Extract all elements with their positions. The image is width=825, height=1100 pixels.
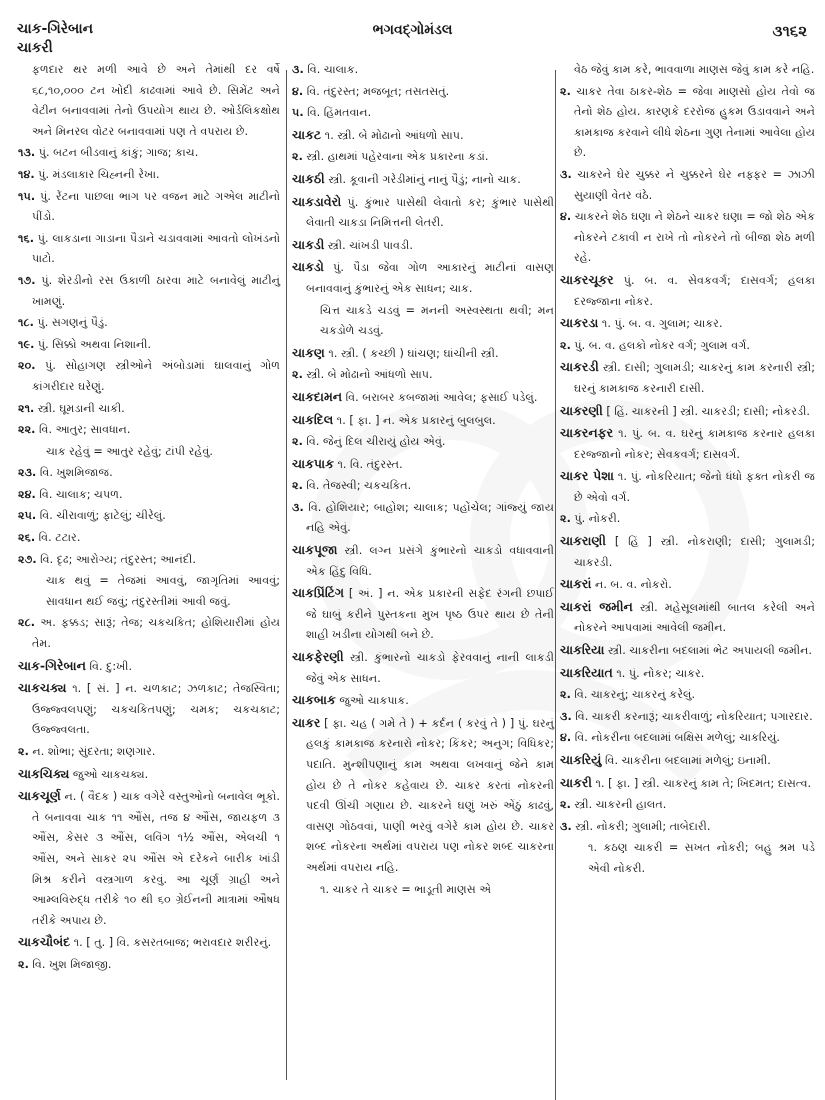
sense-number: ૧૫. <box>18 189 36 203</box>
guide-word-first: ચાક-ગિરેબાન <box>17 21 94 37</box>
entry-headword: ચાકર પેશા <box>560 468 614 484</box>
entry-definition: ૧. [ ફા. ] સ્ત્રી. ચાકરનું કામ તે; ખિદમત; દાસત્વ. <box>595 776 812 790</box>
sense-definition: વિ. આતુર; સાવધાન. <box>38 423 131 437</box>
dictionary-entry <box>292 713 554 879</box>
dictionary-entry <box>18 786 280 931</box>
sense-definition: વિ. ટટાર. <box>38 531 81 545</box>
sense-definition: પું. બ. વ. હલકો નોકર વર્ગ; ગુલામ વર્ગ. <box>574 338 750 352</box>
sense-line <box>18 271 280 312</box>
idiom-line: ચિત્ત ચાકડે ચડવું = મનની અસ્વસ્થતા થવી; મન ચકડોળે ચડવું. <box>320 303 554 338</box>
sense-line <box>292 103 554 124</box>
entry-definition: ૧. સ્ત્રી. ( કચ્છી ) ઘાંચણ; ઘાંચીની સ્ત્રી. <box>328 346 499 360</box>
sense-line <box>292 432 554 453</box>
page-header <box>0 0 825 60</box>
dictionary-entry <box>560 750 815 772</box>
sense-number: ૨. <box>292 150 303 164</box>
column-1 <box>18 60 280 977</box>
dictionary-entry <box>18 656 280 678</box>
sense-definition: પું. શેરડીનો રસ ઉકાળી ઠારવા માટે બનાવેલું માટીનું ખામણું. <box>32 273 280 308</box>
sense-number: ૨. <box>18 957 29 971</box>
sense-line <box>292 60 554 81</box>
sense-definition: ચાકરને ઘેર ચુક્કર ને ચુક્કરને ઘેર નફ્ફર = ઝાઝી સુયાણી વેતર વંઠે. <box>574 167 815 202</box>
entry-headword: ચાકરડી <box>560 359 599 375</box>
sense-definition: વિ. ચાલાક. <box>307 63 359 76</box>
entry-definition: સ્ત્રી. ચાકરીના બદલામાં ભેટ અપાયલી જમીન. <box>608 644 812 658</box>
sense-number: ૧૮. <box>18 316 34 330</box>
entry-definition: જુઓ ચાકપાક. <box>339 694 409 708</box>
sense-number: ૨. <box>560 512 571 526</box>
sense-line <box>292 498 554 539</box>
sense-number: ૧૪. <box>18 167 35 181</box>
idiom-line: ચાક થવું = તેજમાં આવવું, જાગૃતિમાં આવવું; સાવધાન થઈ જવું; તંદુરસ્તીમાં આવી જવું. <box>46 574 280 608</box>
entry-definition: ૧. પું. બ. વ. ગુલામ; ચાકર. <box>601 317 723 331</box>
sense-line <box>18 399 280 420</box>
sense-line <box>18 742 280 763</box>
entry-definition: ૧. પું. બ. વ. ઘરનું કામકાજ કરનાર હલકા દરજ્જાનો નોકર; સેવકવર્ગ; દાસવર્ગ. <box>574 427 815 461</box>
dictionary-entry <box>292 540 554 582</box>
entry-definition: ૧. [ ફા. ] ન. એક પ્રકારનું બુલબુલ. <box>336 413 496 427</box>
entry-definition: સ્ત્રી. લગ્ન પ્રસંગે કુંભારનો ચાકડો વધાવવાની એક હિંદુ વિધિ. <box>306 544 554 578</box>
sense-line <box>18 955 280 976</box>
entry-headword: ચાકરાં જમીન <box>560 598 633 614</box>
sense-number: ૧૩. <box>18 146 36 160</box>
sense-number: ૨. <box>292 368 303 382</box>
entry-headword: ચાકફેરણી <box>292 649 344 665</box>
sense-definition: ચાકરને શેઠ ઘણા ને શેઠને ચાકર ઘણા = જો શેઠ એક નોકરને ટકાવી ન રાખે તો નોકરને તો બીજા શેઠ મળી રહે. <box>574 210 815 265</box>
dictionary-entry <box>292 192 554 234</box>
sense-line <box>560 728 815 749</box>
sense-number: ૩. <box>560 167 572 181</box>
dictionary-title: ભગવદ્ગોમંડલ <box>372 22 453 38</box>
entry-headword: ચાકબાક <box>292 692 336 708</box>
sense-definition: અ. ફક્કડ; સારૂં; તેજ; ચકચકિત; હોશિયારીમાં હોય તેમ. <box>32 616 280 651</box>
sense-line <box>560 685 815 706</box>
sense-number: ૨. <box>560 338 571 352</box>
dictionary-entry <box>560 466 815 508</box>
entry-headword: ચાકરિયું <box>560 752 602 767</box>
sense-number: ૨. <box>292 435 303 449</box>
dictionary-entry <box>292 690 554 712</box>
dictionary-entry <box>292 410 554 432</box>
dictionary-entry <box>560 773 815 795</box>
sense-line <box>292 476 554 497</box>
dictionary-entry <box>560 423 815 465</box>
dictionary-entry <box>292 235 554 257</box>
sense-number: ૨૨. <box>18 423 36 437</box>
entry-headword: ચાકરાણી <box>560 533 606 549</box>
continuation-text: વેઠ જેવું કામ કરે, ભાવવાળા માણસ જેવું કામ કરે નહિ. <box>574 63 815 76</box>
sense-number: ૨૬. <box>18 531 36 545</box>
entry-definition: [ ફા. ચહ ( ગમે તે ) + કર્દન ( કરવું તે ) ] પું. ઘરનું હલકું કામકાજ કરનારો નોકર; કિંકર; અનુગ; વિધિકર; પદાતિ. મુન્શીપણાનું કામ અથવા લખવાનું જેને કામ હોય છે તે નોકર કહેવાય છે. ચાકર કરતાં નોકરની પદવી ઊંચી ગણાય છે. ચાકરને ઘણું ખરું એંઠું કાઢવું, વાસણ ગોઠવવાં, પાણી ભરવું વગેરે કામ હોય છે. ચાકર શબ્દ નોકરના અર્થમાં વપરાય પણ નોકર શબ્દ ચાકરના અર્થમાં વપરાય નહિ. <box>306 716 555 874</box>
sense-number: ૫. <box>292 106 304 120</box>
sense-definition: પું. સોહાગણ સ્ત્રીઓને અંબોડામાં ઘાલવાનું ગોળ કાંગરીદાર ઘરેણું. <box>32 359 280 393</box>
sense-number: ૩. <box>560 709 572 723</box>
sense-line <box>18 356 280 397</box>
entry-headword: ચાકપૂજા <box>292 542 338 558</box>
dictionary-entry <box>18 932 280 954</box>
entry-definition: પું. પૈડા જેવા ગોળ આકારનું માટીનાં વાસણ બનાવવાનું કુંભારનું એક સાધન; ચાક. <box>306 261 554 295</box>
sense-number: ૩. <box>292 63 304 76</box>
dictionary-entry <box>560 357 815 399</box>
entry-definition: સ્ત્રી. ચાંખડી પાવડી. <box>327 238 413 252</box>
sense-definition: વિ. હોશિયાર; બાહોશ; ચાલાક; પહોંચેલ; ગાંજ્યું જાય નહિ એવું. <box>306 500 555 535</box>
entry-definition: સ્ત્રી. કૂવાની ગરેડીમાંનું નાનું પૈડું; નાનો ચાક. <box>328 172 521 186</box>
entry-definition: ૧. સ્ત્રી. બે મોઢાનો આંધળો સાપ. <box>324 128 464 142</box>
sense-number: ૧૭. <box>18 273 36 287</box>
dictionary-entry <box>292 583 554 646</box>
dictionary-entry <box>292 647 554 689</box>
sense-definition: સ્ત્રી. બે મોઢાનો આંધળો સાપ. <box>306 368 433 382</box>
sense-number: ૨. <box>18 745 29 758</box>
sense-definition: વિ. તેજસ્વી; ચકચકિત. <box>306 479 412 493</box>
entry-headword: ચાકર <box>292 714 321 730</box>
sense-definition: વિ. તંદુરસ્ત; મજબૂત; તસતસતું. <box>306 84 450 98</box>
entry-headword: ચાકપ્રિંટિંગ <box>292 585 345 601</box>
sense-line <box>18 335 280 356</box>
entry-headword: ચાકચૂર્ણ <box>18 788 61 804</box>
dictionary-entry <box>560 574 815 596</box>
sense-definition: વિ. નોકરીના બદલામાં બક્ષિસ મળેલું; ચાકરિયું. <box>574 731 780 745</box>
entry-headword: ચાકદામન <box>292 388 343 404</box>
entry-definition: વિ. બરાબર કબજામાં આવેલ; ફસાઈ પડેલું. <box>345 390 538 404</box>
sense-line <box>18 613 280 654</box>
sense-line <box>560 207 815 269</box>
dictionary-entry <box>560 640 815 662</box>
column-divider <box>286 70 287 1080</box>
continuation-text: ફળદાર થર મળી આવે છે અને તેમાંથી દર વર્ષે ૬૮,૧૦,૦૦૦ ટન ખોદી કાઢવામાં આવે છે. સિમેંટ અને વેટીન બનાવવામાં તેનો ઉપયોગ થાય છે. ઓર્ડલિકક્ષોથ અને મિનરલ વોટર બનાવવામાં પણ તે વપરાય છે. <box>32 63 280 138</box>
entry-definition: [ અં. ] ન. એક પ્રકારની સફેદ રંગની છપાઈ જે ઘાબું કરીને પુસ્તકના મુખ પૃષ્ઠ ઉપર થાય છે તેની શાહી ખડીના યોગથી બને છે. <box>306 587 554 642</box>
sense-definition: વિ. હિંમતવાન. <box>307 106 372 120</box>
column-divider <box>555 70 556 1100</box>
sense-number: ૨૩. <box>18 466 37 480</box>
sense-line <box>18 165 280 186</box>
sense-definition: સ્ત્રી. નોકરી; ગુલામી; તાબેદારી. <box>575 819 711 833</box>
sense-line <box>18 229 280 270</box>
entry-headword: ચાકરનફર <box>560 425 614 441</box>
sense-definition: ન. શોભા; સુંદરતા; શણગાર. <box>32 745 156 758</box>
entry-definition: ૧. વિ. તંદુરસ્ત. <box>337 457 403 471</box>
sense-definition: સ્ત્રી. ઘૂમડાની ચાકી. <box>37 401 125 415</box>
sense-line <box>560 817 815 838</box>
sense-number: ૨. <box>292 479 303 493</box>
entry-headword: ચાકરિયા <box>560 642 605 658</box>
entry-headword: ચાક-ગિરેબાન <box>18 657 86 673</box>
entry-headword: ચાકદિલ <box>292 411 334 427</box>
entry-definition: સ્ત્રી. મહેસૂલમાંથી બાતલ કરેલી અને નોકરને આપવામાં આવેલી જમીન. <box>574 600 815 635</box>
sense-definition: વિ. દૃઢ; આરોગ્ય; તંદુરસ્ત; આનંદી. <box>40 552 196 566</box>
sense-number: ૨૮. <box>18 616 35 630</box>
sense-number: ૪. <box>560 731 572 745</box>
sense-line <box>292 147 554 168</box>
dictionary-entry <box>560 313 815 335</box>
sense-line <box>292 82 554 103</box>
entry-definition: વિ. ચાકરીના બદલામાં મળેલું; ઇનામી. <box>604 754 771 767</box>
entry-headword: ચાકપાક <box>292 455 334 471</box>
entry-definition: પું. કુંભાર પાસેથી લેવાતો કર; કુંભાર પાસેથી લેવાતી ચાકડા નિમિત્તની લેતરી. <box>306 195 554 230</box>
dictionary-entry <box>292 343 554 365</box>
entry-definition: ૧. પું. નોકરિયાત; જેનો ધંધો ફક્ત નોકરી જ છે એવો વર્ગ. <box>574 470 816 504</box>
sense-number: ૨૪. <box>18 487 36 501</box>
entry-definition: વિ. દુ:ખી. <box>89 659 133 673</box>
idiom-line: ૧. ચાકર તે ચાકર = ભાડૂતી માણસ એ <box>320 882 492 896</box>
sense-number: ૪. <box>292 84 304 98</box>
sense-definition: વિ. ચાકરી કરનારૂં; ચાકરીવાળું; નોકરિયાત; પગારદાર. <box>575 709 813 723</box>
sense-line <box>560 795 815 816</box>
entry-headword: ચાકડો <box>292 259 324 275</box>
sense-number: ૨૫. <box>18 509 37 523</box>
page-number: ૩૧૬૨ <box>772 22 807 40</box>
sense-line <box>18 313 280 334</box>
column-2 <box>292 60 554 901</box>
sense-line <box>18 550 280 571</box>
entry-definition: સ્ત્રી. દાસી; ગુલામડી; ચાકરનું કામ કરનારી સ્ત્રી; ઘરનું કામકાજ કરનારી દાસી. <box>574 361 815 395</box>
sense-line <box>18 143 280 164</box>
dictionary-entry <box>18 678 280 741</box>
dictionary-entry <box>292 257 554 299</box>
entry-definition: ન. ( વૈદક ) ચાક વગેરે વસ્તુઓનો બનાવેલ ભૂકો. તે બનાવવા ચાક ૧૧ ઔંસ, તજ ૪ ઔંસ, જાયફળ ૩ ઔંસ, કેસર ૩ ઔંસ, લવિંગ ૧½ ઔંસ, એલચી ૧ ઔંસ, અને સાકર ૨૫ ઔંસ એ દરેકને બારીક ખાંડી મિશ્ર કરીને વસ્ત્રગાળ કરવું. આ ચૂર્ણ ગ્રાહી અને આમ્લવિરુદ્ધ તરીકે ૧૦ થી ૬૦ ગ્રેઈનની માત્રામાં ઔષધ તરીકે અપાય છે. <box>32 790 280 927</box>
entry-headword: ચાકઠી <box>292 170 325 186</box>
sense-line <box>560 707 815 728</box>
dictionary-entry <box>292 387 554 409</box>
sense-number: ૪. <box>560 210 572 224</box>
dictionary-entry <box>292 454 554 476</box>
dictionary-entry <box>560 663 815 685</box>
sense-definition: વિ. ચાકરનું; ચાકરનું કરેલું. <box>574 688 695 702</box>
sense-line <box>18 506 280 527</box>
sense-number: ૧૬. <box>18 231 34 245</box>
column-3 <box>560 60 815 881</box>
sense-definition: પું. બટન બીડવાનું કાંકું; ગાજ; કાચ. <box>38 146 199 160</box>
sense-number: ૧૯. <box>18 337 35 351</box>
sense-definition: પું. સિક્કો અથવા નિશાની. <box>37 337 152 351</box>
entry-headword: ચાકરણી <box>560 402 603 418</box>
guide-word-last: ચાકરી <box>17 40 53 56</box>
sense-definition: સ્ત્રી. હાથમાં પહેરવાના એક પ્રકારના કડાં. <box>306 150 489 164</box>
sense-definition: પું. નોકરી. <box>574 512 621 526</box>
entry-headword: ચાકરિયાત <box>560 664 613 680</box>
entry-definition: ૧. [ સં. ] ન. ચળકાટ; ઝળકાટ; તેજસ્વિતા; ઉજ્જ્વલપણું; ચકચકિતપણું; ચમક; ચકચકાટ; ઉજ્જ્વલતા. <box>32 682 280 737</box>
sense-definition: વિ. ચીરાવાળું; ફાટેલું; ચીરેલું. <box>39 509 166 523</box>
sense-definition: વિ. ખુશ મિજાજી. <box>32 957 112 971</box>
sense-definition: પું. લાકડાના ગાડાના પૈડાને ચડાવવામાં આવતો લોખંડનો પાટો. <box>32 231 280 266</box>
dictionary-entry <box>560 270 815 312</box>
entry-headword: ચાકચક્ય <box>18 680 67 696</box>
idiom-line: ચાક રહેવું = આતુર રહેવું; ટાંપી રહેવું. <box>46 444 213 458</box>
sense-line <box>560 82 815 164</box>
entry-headword: ચાકચૌબંદ <box>18 934 71 950</box>
sense-definition: સ્ત્રી. ચાકરની હાલત. <box>574 798 667 812</box>
entry-headword: ચાકરાં <box>560 576 592 592</box>
entry-definition: [ હિં. ચાકરની ] સ્ત્રી. ચાકરડી; દાસી; નોકરડી. <box>606 404 810 418</box>
sense-number: ૩. <box>292 500 304 514</box>
sense-definition: વિ. ચાલાક; ચપળ. <box>39 487 123 501</box>
entry-headword: ચાકરી <box>560 774 592 790</box>
sense-definition: વિ. જેનું દિલ ચીરાયું હોય એવું. <box>306 435 446 449</box>
entry-definition: ન. બ. વ. નોકરો. <box>594 578 672 592</box>
sense-line <box>18 485 280 506</box>
sense-definition: પું. રેંટના પાછલા ભાગ પર વજન માટે ગએલ માટીનો પીંડો. <box>32 189 281 224</box>
entry-headword: ચાકણ <box>292 344 325 360</box>
sense-number: ૩. <box>560 819 572 833</box>
sense-line <box>560 336 815 357</box>
sense-number: ૨૧. <box>18 401 35 415</box>
entry-definition: ૧. [ તુ. ] વિ. કસરતબાજ; ભરાવદાર શરીરનું. <box>73 936 272 950</box>
sense-line <box>292 365 554 386</box>
dictionary-entry <box>18 764 280 786</box>
dictionary-entry <box>292 125 554 147</box>
sense-number: ૨. <box>560 798 571 812</box>
entry-headword: ચાકટ <box>292 126 322 142</box>
sense-definition: પું. સગણનું પૈડું. <box>37 316 108 330</box>
entry-definition: પું. બ. વ. સેવકવર્ગ; દાસવર્ગ; હલકા દરજ્જાના નોકર. <box>574 273 815 308</box>
entry-definition: [ હિં ] સ્ત્રી. નોકરાણી; દાસી; ગુલામડી; ચાકરડી. <box>574 535 815 569</box>
sense-number: ૨. <box>560 688 571 702</box>
entry-headword: ચાકચિક્ય <box>18 765 70 781</box>
sense-line <box>18 420 280 441</box>
sense-definition: ચાકર તેવા ઠાકર-શેઠ = જેવા માણસો હોય તેવો જ તેનો શેઠ હોય. કારણકે દરરોજ હુકમ ઉડાવવાને અને કામકાજ કરવાને લીધે શેઠના ગુણ તેનામાં આવેલા હોય છે. <box>574 84 815 160</box>
sense-line <box>18 187 280 228</box>
entry-headword: ચાકડાવેરો <box>292 193 342 209</box>
dictionary-entry <box>560 597 815 639</box>
idiom-line: ૧. કઠણ ચાકરી = સખત નોકરી; બહુ શ્રમ પડે એવી નોકરી. <box>588 841 815 875</box>
sense-line <box>18 528 280 549</box>
dictionary-entry <box>292 169 554 191</box>
dictionary-entry <box>560 401 815 423</box>
sense-number: ૨૭. <box>18 552 37 566</box>
sense-number: ૨૦. <box>18 359 36 373</box>
sense-line <box>560 509 815 530</box>
entry-definition: ૧. પું. નોકર; ચાકર. <box>616 666 705 680</box>
entry-headword: ચાકરચૂકર <box>560 271 614 287</box>
sense-line <box>560 165 815 206</box>
entry-headword: ચાકરડા <box>560 315 599 331</box>
sense-line <box>18 463 280 484</box>
entry-definition: સ્ત્રી. કુંભારનો ચાકડો ફેરવવાનું નાની લાકડી જેવું એક સાધન. <box>306 651 554 685</box>
sense-number: ૨. <box>560 84 571 98</box>
sense-definition: વિ. ખુશમિજાજ. <box>39 466 113 480</box>
dictionary-entry <box>560 531 815 573</box>
sense-definition: પું. મંડલાકાર ચિહ્નની રેખા. <box>38 167 160 181</box>
entry-headword: ચાકડી <box>292 236 325 252</box>
entry-definition: જુઓ ચાકચક્ય. <box>72 767 149 781</box>
